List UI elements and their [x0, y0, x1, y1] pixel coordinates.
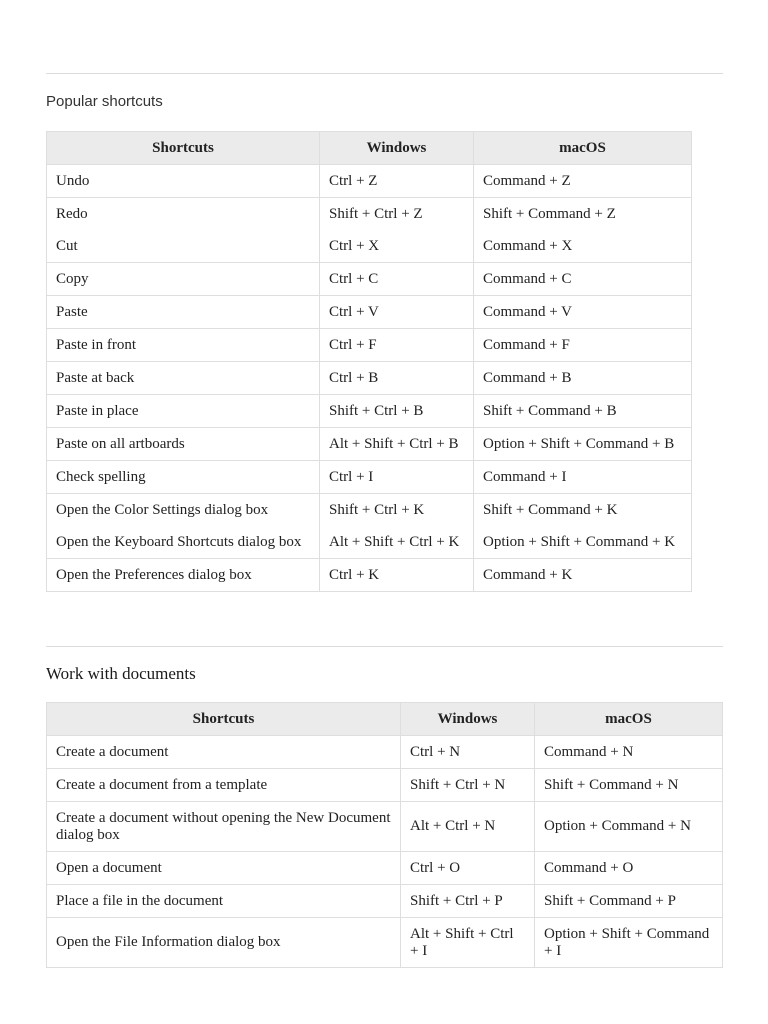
shortcut-action: Open the Preferences dialog box — [47, 559, 320, 592]
table-row — [47, 296, 692, 329]
section-divider — [46, 73, 723, 74]
section-divider — [46, 646, 723, 647]
column-header-windows: Windows — [401, 703, 535, 736]
windows-keys: Shift + Ctrl + Z — [320, 198, 474, 231]
windows-keys: Alt + Shift + Ctrl + I — [401, 918, 535, 968]
macos-keys: Command + I — [474, 461, 692, 494]
macos-keys: Shift + Command + P — [535, 885, 723, 918]
table-row — [47, 736, 723, 769]
macos-keys: Command + O — [535, 852, 723, 885]
windows-keys: Ctrl + K — [320, 559, 474, 592]
table-row — [47, 769, 723, 802]
column-header-shortcuts: Shortcuts — [47, 132, 320, 165]
table-row — [47, 918, 723, 968]
table-header-row — [47, 703, 723, 736]
shortcut-action: Paste in place — [47, 395, 320, 428]
column-header-shortcuts: Shortcuts — [47, 703, 401, 736]
section-title-popular-shortcuts: Popular shortcuts — [46, 93, 163, 110]
macos-keys: Option + Shift + Command + K — [474, 526, 692, 559]
shortcut-action: Redo — [47, 198, 320, 231]
table-row — [47, 198, 692, 231]
table-row — [47, 362, 692, 395]
table-header-row — [47, 132, 692, 165]
macos-keys: Shift + Command + N — [535, 769, 723, 802]
table-row — [47, 559, 692, 592]
shortcut-action: Copy — [47, 263, 320, 296]
windows-keys: Ctrl + B — [320, 362, 474, 395]
windows-keys: Shift + Ctrl + B — [320, 395, 474, 428]
column-header-macos: macOS — [535, 703, 723, 736]
windows-keys: Ctrl + F — [320, 329, 474, 362]
shortcut-action: Open a document — [47, 852, 401, 885]
windows-keys: Alt + Ctrl + N — [401, 802, 535, 852]
macos-keys: Command + B — [474, 362, 692, 395]
windows-keys: Ctrl + X — [320, 230, 474, 263]
table-row — [47, 852, 723, 885]
macos-keys: Command + C — [474, 263, 692, 296]
macos-keys: Command + F — [474, 329, 692, 362]
macos-keys: Command + X — [474, 230, 692, 263]
shortcut-action: Check spelling — [47, 461, 320, 494]
windows-keys: Ctrl + Z — [320, 165, 474, 198]
shortcut-action: Create a document from a template — [47, 769, 401, 802]
table-row — [47, 802, 723, 852]
macos-keys: Command + Z — [474, 165, 692, 198]
windows-keys: Shift + Ctrl + K — [320, 494, 474, 527]
shortcut-action: Paste — [47, 296, 320, 329]
macos-keys: Command + V — [474, 296, 692, 329]
macos-keys: Command + K — [474, 559, 692, 592]
table-row — [47, 395, 692, 428]
macos-keys: Option + Shift + Command + I — [535, 918, 723, 968]
shortcut-action: Create a document — [47, 736, 401, 769]
table-row — [47, 526, 692, 559]
section-title-work-with-documents: Work with documents — [46, 664, 196, 683]
shortcut-action: Create a document without opening the New Document dialog box — [47, 802, 401, 852]
shortcut-action: Cut — [47, 230, 320, 263]
windows-keys: Ctrl + V — [320, 296, 474, 329]
windows-keys: Ctrl + O — [401, 852, 535, 885]
macos-keys: Option + Command + N — [535, 802, 723, 852]
column-header-macos: macOS — [474, 132, 692, 165]
windows-keys: Ctrl + C — [320, 263, 474, 296]
macos-keys: Shift + Command + K — [474, 494, 692, 527]
shortcut-action: Open the Keyboard Shortcuts dialog box — [47, 526, 320, 559]
table-row — [47, 230, 692, 263]
windows-keys: Ctrl + I — [320, 461, 474, 494]
macos-keys: Shift + Command + B — [474, 395, 692, 428]
table-row — [47, 329, 692, 362]
popular-shortcuts-table — [46, 131, 692, 592]
shortcut-action: Paste on all artboards — [47, 428, 320, 461]
windows-keys: Shift + Ctrl + N — [401, 769, 535, 802]
table-row — [47, 885, 723, 918]
shortcut-action: Paste in front — [47, 329, 320, 362]
macos-keys: Command + N — [535, 736, 723, 769]
table-row — [47, 461, 692, 494]
shortcut-action: Place a file in the document — [47, 885, 401, 918]
table-row — [47, 165, 692, 198]
table-row — [47, 428, 692, 461]
work-with-documents-table — [46, 702, 723, 968]
shortcut-action: Undo — [47, 165, 320, 198]
macos-keys: Option + Shift + Command + B — [474, 428, 692, 461]
table-row — [47, 494, 692, 527]
windows-keys: Shift + Ctrl + P — [401, 885, 535, 918]
table-row — [47, 263, 692, 296]
windows-keys: Alt + Shift + Ctrl + K — [320, 526, 474, 559]
shortcut-action: Open the Color Settings dialog box — [47, 494, 320, 527]
windows-keys: Ctrl + N — [401, 736, 535, 769]
column-header-windows: Windows — [320, 132, 474, 165]
shortcut-action: Paste at back — [47, 362, 320, 395]
windows-keys: Alt + Shift + Ctrl + B — [320, 428, 474, 461]
macos-keys: Shift + Command + Z — [474, 198, 692, 231]
shortcut-action: Open the File Information dialog box — [47, 918, 401, 968]
